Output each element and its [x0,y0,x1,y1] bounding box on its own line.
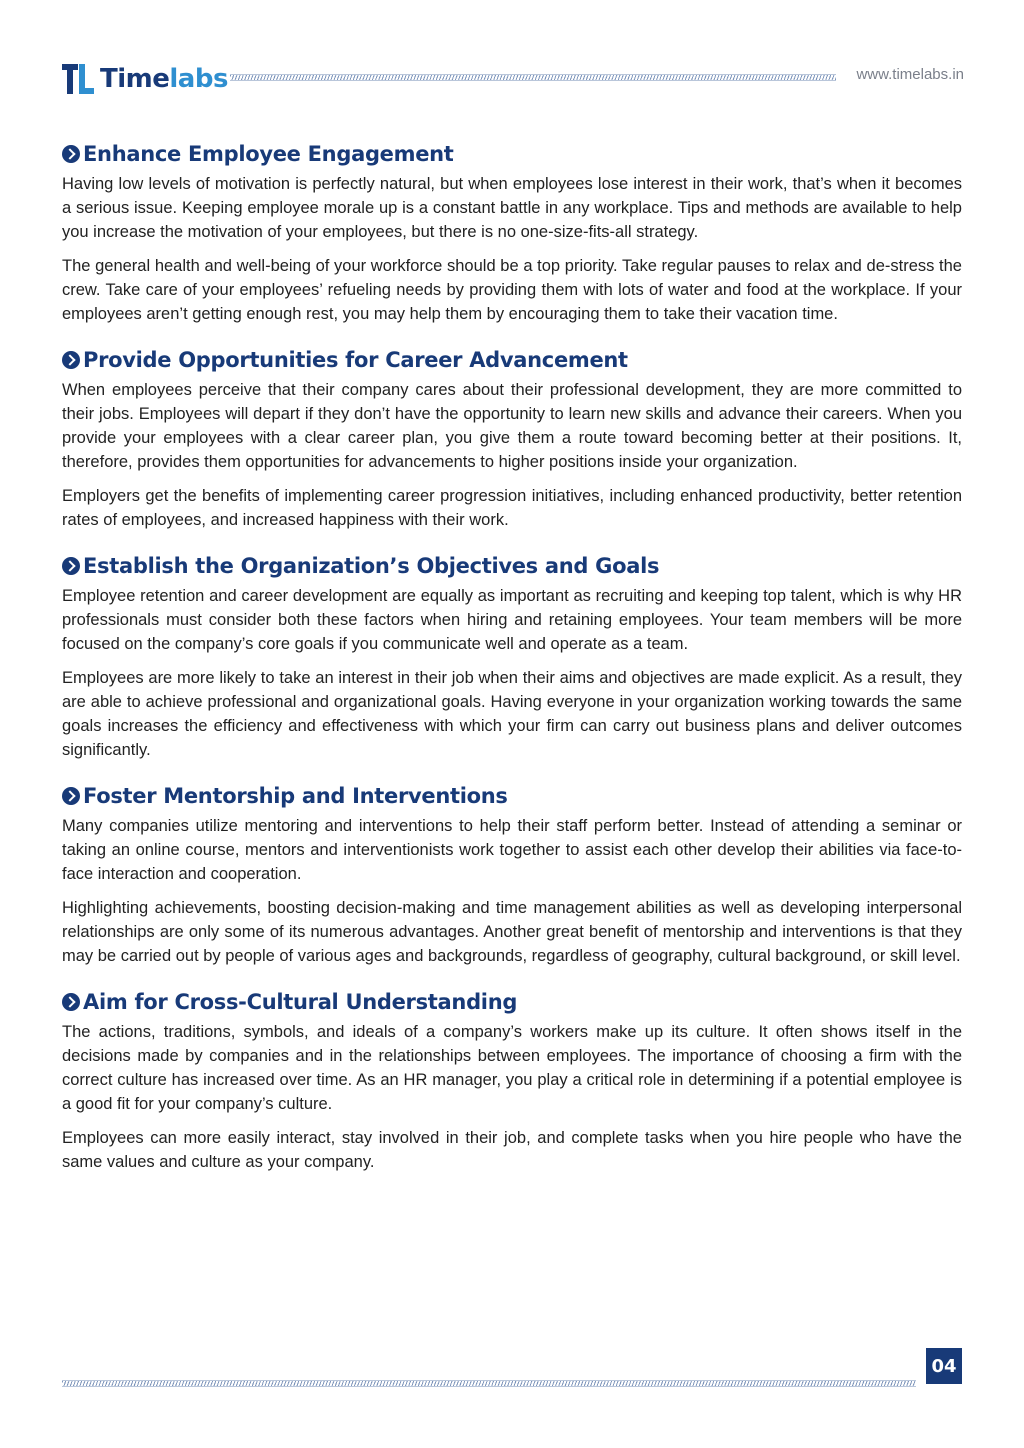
page-number: 04 [926,1348,962,1384]
body-paragraph: Highlighting achievements, boosting decision-making and time management abilities as well as developing interpersonal relationships are only some of its numerous advantages. Another great benefit of mentorship and interventions is that they may be carried out by people of various ages and backgrounds, regardless of geography, cultural background, or skill level. [62,899,962,965]
section-title: Establish the Organization’s Objectives and Goals [83,554,660,578]
section-heading [62,990,962,1014]
chevron-right-icon [62,557,80,575]
section [62,990,962,1174]
body-paragraph: When employees perceive that their company cares about their professional development, they are more committed to their jobs. Employees will depart if they don’t have the opportunity to learn new skills and advance their careers. When you provide your employees with a clear career plan, you give them a route toward becoming better at their positions. It, therefore, provides them opportunities for advancements to higher positions inside your organization. [62,381,962,471]
body-paragraph: Having low levels of motivation is perfectly natural, but when employees lose interest in their work, that’s when it becomes a serious issue. Keeping employee morale up is a constant battle in any workplace. Tips and methods are available to help you increase the motivation of your employees, but there is no one-size-fits-all strategy. [62,175,962,241]
section [62,784,962,968]
section-heading [62,142,962,166]
header-divider [230,74,836,81]
page-header [62,56,964,102]
chevron-right-icon [62,993,80,1011]
chevron-right-icon [62,351,80,369]
body-paragraph: The general health and well-being of your workforce should be a top priority. Take regular pauses to relax and de-stress the crew. Take care of your employees’ refueling needs by providing them with lots of water and food at the workplace. If your employees aren’t getting enough rest, you may help them by encouraging them to take their vacation time. [62,257,962,323]
section-title: Enhance Employee Engagement [83,142,454,166]
section-heading [62,554,962,578]
website-url: www.timelabs.in [856,66,964,83]
body-paragraph: Employees can more easily interact, stay involved in their job, and complete tasks when you hire people who have the same values and culture as your company. [62,1129,962,1171]
section-title: Provide Opportunities for Career Advancement [83,348,628,372]
section-heading [62,348,962,372]
section-title: Foster Mentorship and Interventions [83,784,508,808]
page-content [62,142,962,1196]
chevron-right-icon [62,145,80,163]
body-paragraph: The actions, traditions, symbols, and ideals of a company’s workers make up its culture. It often shows itself in the decisions made by companies and in the relationships between employees. The importance of choosing a firm with the correct culture has increased over time. As an HR manager, you play a critical role in determining if a potential employee is a good fit for your company’s culture. [62,1023,962,1113]
footer-divider [62,1380,916,1387]
section [62,142,962,326]
section [62,554,962,762]
body-paragraph: Many companies utilize mentoring and interventions to help their staff perform better. Instead of attending a seminar or taking an online course, mentors and interventionists work together to assist each other develop their abilities via face-to-face interaction and cooperation. [62,817,962,883]
section-title: Aim for Cross-Cultural Understanding [83,990,518,1014]
section-heading [62,784,962,808]
chevron-right-icon [62,787,80,805]
body-paragraph: Employers get the benefits of implementing career progression initiatives, including enhanced productivity, better retention rates of employees, and increased happiness with their work. [62,487,962,529]
section [62,348,962,532]
logo-mark-icon [62,61,98,97]
body-paragraph: Employee retention and career development are equally as important as recruiting and keeping top talent, which is why HR professionals must consider both these factors when hiring and retaining employees. Your team members will be more focused on the company’s core goals if you communicate well and operate as a team. [62,587,962,653]
timelabs-logo [62,60,228,98]
logo-wordmark: Timelabs [100,64,228,94]
body-paragraph: Employees are more likely to take an interest in their job when their aims and objectives are made explicit. As a result, they are able to achieve professional and organizational goals. Having everyone in your organization working towards the same goals increases the efficiency and effectiveness with which your firm can carry out business plans and deliver outcomes significantly. [62,669,962,759]
